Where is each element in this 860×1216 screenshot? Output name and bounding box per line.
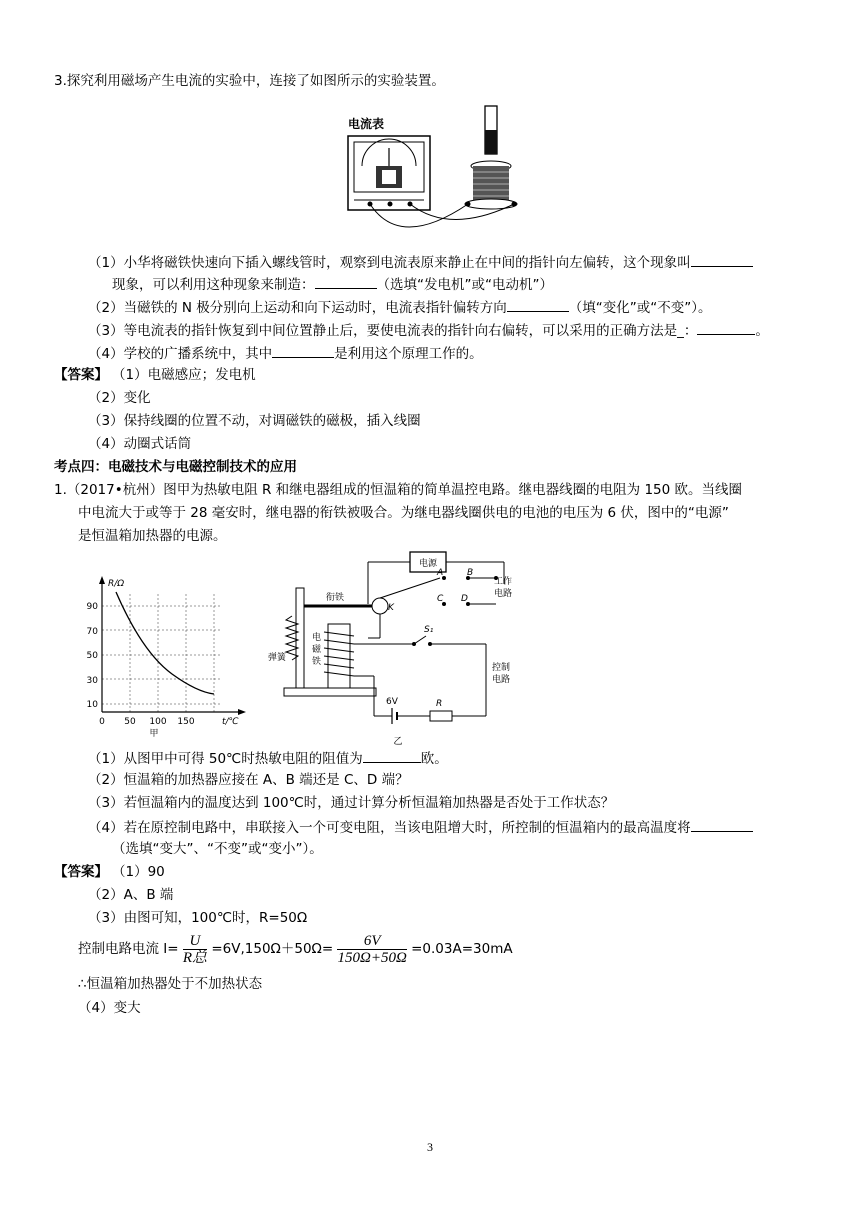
circuit-yi <box>264 548 524 750</box>
q3-answer-1: （1）电磁感应；发电机 <box>112 367 256 383</box>
ytick: 90 <box>86 602 98 612</box>
ytick: 70 <box>86 627 98 637</box>
xtick: 100 <box>149 717 167 727</box>
q1-answer-4: （4）变大 <box>78 1000 141 1016</box>
q3-figure <box>340 100 530 242</box>
frac1-numerator: U <box>183 933 207 950</box>
work-circuit-1: 工作 <box>494 577 513 587</box>
em-label-1: 电 <box>312 633 322 643</box>
graph-ylabel: R/Ω <box>108 579 125 589</box>
q1-p4a: （4）若在原控制电路中，串联接入一个可变电阻，当该电阻增大时，所控制的恒温箱内的最高温度将 <box>88 820 691 836</box>
calc-mid: =6V,150Ω＋50Ω= <box>211 941 334 957</box>
calc-line <box>78 930 513 968</box>
q1-p1b: 欧。 <box>420 751 448 767</box>
q1-text-line3: 是恒温箱加热器的电源。 <box>78 528 227 544</box>
q1-answer-2: （2）A、B 端 <box>88 887 174 903</box>
work-circuit-2: 电路 <box>494 589 513 599</box>
q3-answer-2: （2）变化 <box>88 390 151 406</box>
answer-blank <box>315 274 377 289</box>
battery-label: 6V <box>386 697 398 707</box>
page-number: 3 <box>427 1140 433 1154</box>
q3-p3b: 。 <box>755 323 769 339</box>
xtick: 150 <box>177 717 195 727</box>
q3-part3 <box>88 320 769 340</box>
xtick: 0 <box>99 717 105 727</box>
q3-p2a: （2）当磁铁的 N 极分别向上运动和向下运动时，电流表指针偏转方向 <box>88 300 507 316</box>
q1-answer-3: （3）由图可知，100℃时，R=50Ω <box>88 910 308 926</box>
q1-part2: （2）恒温箱的加热器应接在 A、B 端还是 C、D 端？ <box>88 772 409 788</box>
answer-blank <box>507 297 569 312</box>
q3-part1-line1 <box>88 252 753 272</box>
q3-p4a: （4）学校的广播系统中，其中 <box>88 346 273 362</box>
fraction-6V <box>337 933 406 966</box>
q1-text-line1: 1.（2017•杭州）图甲为热敏电阻 R 和继电器组成的恒温箱的简单温控电路。继电器线圈的电阻为 150 欧。当线圈 <box>54 482 743 498</box>
answer-blank <box>697 320 755 335</box>
q3-answer-4: （4）动圈式话筒 <box>88 436 192 452</box>
contact-B: B <box>467 568 474 578</box>
q3-p2b: （填“变化”或“不变”）。 <box>568 300 712 316</box>
relay-K: K <box>388 603 394 613</box>
q3-answer-3: （3）保持线圈的位置不动，对调磁铁的磁极，插入线圈 <box>88 413 421 429</box>
ctrl-circuit-1: 控制 <box>492 663 511 673</box>
q1-part3: （3）若恒温箱内的温度达到 100℃时，通过计算分析恒温箱加热器是否处于工作状态？ <box>88 795 615 811</box>
frac2-numerator: 6V <box>337 933 406 950</box>
q3-title: 3.探究利用磁场产生电流的实验中，连接了如图所示的实验装置。 <box>54 73 445 89</box>
q1-part4-line2: （选填“变大”、“不变”或“变小”）。 <box>112 841 323 857</box>
answer-blank <box>691 252 753 267</box>
armature-label: 衔铁 <box>326 593 345 603</box>
section-heading: 考点四：电磁技术与电磁控制技术的应用 <box>54 459 297 475</box>
em-label-2: 磁 <box>312 645 322 655</box>
ytick: 30 <box>86 676 98 686</box>
q3-p4b: 是利用这个原理工作的。 <box>334 346 483 362</box>
q1-p1a: （1）从图甲中可得 50℃时热敏电阻的阻值为 <box>88 751 363 767</box>
contact-A: A <box>437 568 444 578</box>
switch-S1: S₁ <box>424 625 434 635</box>
q3-part4 <box>88 343 483 363</box>
q3-p1c: （选填“发电机”或“电动机”） <box>376 277 553 293</box>
resistance-curve <box>116 592 214 694</box>
answer-blank <box>272 343 334 358</box>
ctrl-circuit-2: 电路 <box>492 675 511 685</box>
q3-part2 <box>88 297 712 317</box>
contact-D: D <box>461 594 468 604</box>
contact-C: C <box>437 594 444 604</box>
graph-caption: 甲 <box>149 729 159 739</box>
q3-p1b: 现象，可以利用这种现象来制造： <box>112 277 315 293</box>
ytick: 10 <box>86 700 98 710</box>
q3-p3a: （3）等电流表的指针恢复到中间位置静止后，要使电流表的指针向右偏转，可以采用的正确方法是_： <box>88 323 698 339</box>
q3-p1a: （1）小华将磁铁快速向下插入螺线管时，观察到电流表原来静止在中间的指针向左偏转，这个现象叫 <box>88 255 691 271</box>
frac2-denominator: 150Ω+50Ω <box>337 949 407 966</box>
frac1-denominator: R总 <box>182 949 208 966</box>
ammeter-label: 电流表 <box>348 117 385 131</box>
answer-blank <box>691 817 753 832</box>
answer-blank <box>363 748 421 763</box>
em-label-3: 铁 <box>312 657 322 667</box>
spring-label: 弹簧 <box>268 653 287 663</box>
q1-text-line2: 中电流大于或等于 28 毫安时，继电器的衔铁被吸合。为继电器线圈供电的电池的电压为 6 伏，图中的“电源” <box>78 505 729 521</box>
resistor-R: R <box>436 699 443 709</box>
calc-end: =0.03A=30mA <box>411 941 513 957</box>
calc-prefix: 控制电路电流 I= <box>78 941 179 957</box>
ytick: 50 <box>86 651 98 661</box>
q1-answer-1: （1）90 <box>112 864 165 880</box>
q3-answer-label: 【答案】 <box>54 367 108 383</box>
therefore-line: ∴恒温箱加热器处于不加热状态 <box>78 976 263 992</box>
circuit-caption: 乙 <box>393 737 403 747</box>
power-label: 电源 <box>418 559 438 569</box>
q1-answer-label: 【答案】 <box>54 864 108 880</box>
xtick: 50 <box>124 717 136 727</box>
graph-jia <box>82 572 252 740</box>
graph-xlabel: t/℃ <box>222 717 239 727</box>
q1-part1 <box>88 748 448 768</box>
q1-part4-line1 <box>88 817 753 837</box>
fraction-U-over-R <box>183 933 207 966</box>
q3-part1-line2 <box>112 274 553 294</box>
